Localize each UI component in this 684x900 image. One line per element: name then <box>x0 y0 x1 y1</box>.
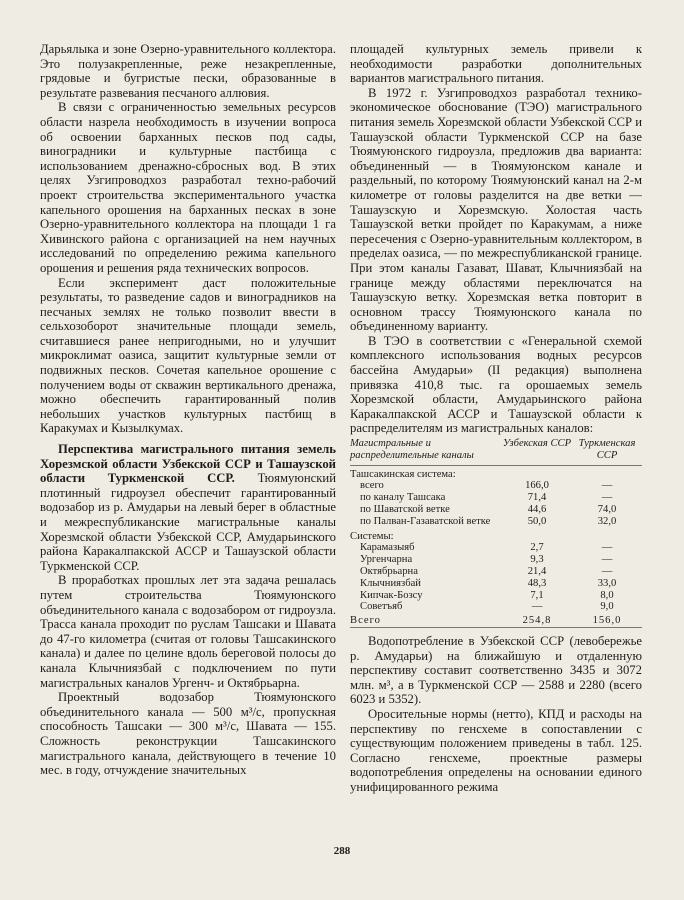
table-row <box>350 480 642 492</box>
table-bottom-rule <box>350 627 642 628</box>
section-heading: Перспектива магистрального питания земель Хорезмской области Узбекской ССР и Ташаузской области Туркменской ССР. <box>40 442 336 486</box>
paragraph: В проработках прошлых лет эта задача решалась путем строительства Тюямуюнского объединительного канала с водозабором от гидроузла. Трасса канала проходит по руслам Ташсаки и Шавата до 47-го километра (считая от головы Ташсакинского канала) и далее по целине вдоль береговой полосы до канала Клычниязбай с подключением по пути магистральных каналов Ургенч- и Октябрьарна. <box>40 573 336 690</box>
value-turkmen: — <box>601 566 613 577</box>
table-row <box>350 578 642 590</box>
table-row <box>350 554 642 566</box>
table-section-row <box>350 465 642 480</box>
value-turkmen: — <box>601 492 613 504</box>
table-row <box>350 542 642 554</box>
row-label: Клычниязбай <box>360 577 421 589</box>
row-label: всего <box>360 480 384 492</box>
column-header-canals: Магистральные и распределительные каналы <box>350 438 502 465</box>
total-turkmen: 156,0 <box>592 615 622 627</box>
value-turkmen: 74,0 <box>597 504 617 516</box>
right-column <box>350 42 642 795</box>
table-total-row <box>350 613 642 627</box>
value-uzbek: 166,0 <box>525 480 549 492</box>
row-label: по Палван-Газаватской ветке <box>360 515 491 527</box>
paragraph: Водопотребление в Узбекской ССР (левобережье р. Амударьи) на ближайшую и отдаленную перспективу составит соответственно 3435 и 3072 млн. м³, а в Туркменской ССР — 2588 и 2280 (всего 6023 и 5352). <box>350 633 642 707</box>
page-number: 288 <box>333 845 351 857</box>
row-label: по Шаватской ветке <box>360 504 450 516</box>
table-row <box>350 590 642 602</box>
value-turkmen: — <box>601 554 613 566</box>
paragraph: В ТЭО в соответствии с «Генеральной схемой комплексного использования водных ресурсов бассейна Амударьи» (II редакция) выполнена привязка 410,8 тыс. га орошаемых земель Хорезмской области, Амударьинского района Каракалпакской АССР и Ташаузской области к распределителям из магистральных каналов: <box>350 333 642 436</box>
section-text: Тюямуюнский плотинный гидроузел обеспечит гарантированный водозабор из р. Амударьи на левый берег в областные и межреспубликанские магистральные каналы Хорезмской области Узбекской ССР, Амударьинского района Каракалпакской АССР и Ташаузской области Туркменской ССР. <box>40 471 337 573</box>
value-uzbek: 7,1 <box>530 589 544 601</box>
value-turkmen: — <box>601 542 613 554</box>
table-section-row <box>350 528 642 543</box>
paragraph: Оросительные нормы (нетто), КПД и расходы на перспективу по генсхеме в сопоставлении с существующим положением приведены в табл. 125. Согласно генсхеме, проектные размеры водопотребления определены на основании единого унифицированного режима <box>350 706 642 794</box>
total-label: Всего <box>350 615 381 627</box>
table-body <box>350 465 642 627</box>
section-title: Системы: <box>350 530 394 542</box>
table-row <box>350 516 642 528</box>
value-uzbek: 50,0 <box>527 515 547 527</box>
value-uzbek: 44,6 <box>527 504 547 516</box>
paragraph: В связи с ограниченностью земельных ресурсов области назрела необходимость в изучении вопроса об освоении барханных песков под сады, виноградники и культурные пастбища с использованием дренажно-сбросных вод. В этих целях Узгипроводхоз разработал техно-рабочий проект строительства экспериментального участка капельного орошения на барханных песках в зоне Озерно-уравнительного коллектора на площади 1 га Хивинского района с организацией на нем научных исследований по определению режима капельного орошения и решения ряда технических вопросов. <box>40 100 336 275</box>
table-header-row <box>350 438 642 465</box>
paragraph: Проектный водозабор Тюямуюнского объединительного канала — 500 м³/с, пропускная способность Ташсаки — 300 м³/с, Шавата — 155. Сложность реконструкции Ташсакинского магистрального канала, действующего в течение 10 мес. в году, отчуждение значительных <box>40 690 336 778</box>
table-row <box>350 601 642 613</box>
table-row <box>350 504 642 516</box>
value-uzbek: — <box>531 601 543 613</box>
section-paragraph <box>40 442 336 573</box>
left-column <box>40 42 336 778</box>
paragraph: В 1972 г. Узгипроводхоз разработал технико-экономическое обоснование (ТЭО) магистрального питания земель Хорезмской области Узбекской ССР и Ташаузской области Туркменской ССР на базе Тюямуюнского гидроузла, предложив два варианта: объединенный — в Тюямуюнском канале и раздельный, по которому Тюямуюнский канал на 2-м километре от головы разделится на две ветки — Ташаузскую и Хорезмскую. Холостая часть Ташаузской ветки пройдет по Каракумам, а ниже пересечения с Озерно-уравнительным коллектором, в пределах оазиса, — по межреспубликанской границе. При этом каналы Газават, Шават, Клычниязбай на границе между областями переключатся на Ташаузскую ветку. Хорезмская ветка повторит в основном трассу Тюямуюнского канала по объединенному варианту. <box>350 85 642 334</box>
value-turkmen: 9,0 <box>600 601 614 613</box>
row-label: Октябрьарна <box>360 566 418 577</box>
column-header-turkmen: Туркменская ССР <box>572 438 642 465</box>
value-turkmen: 32,0 <box>597 515 617 527</box>
column-header-uzbek: Узбекская ССР <box>502 438 572 465</box>
value-uzbek: 9,3 <box>530 554 544 566</box>
distribution-table <box>350 438 642 627</box>
paragraph: площадей культурных земель привели к необходимости разработки дополнительных вариантов магистрального питания. <box>350 42 642 86</box>
row-label: Советъяб <box>360 601 403 613</box>
row-label: по каналу Ташсака <box>360 492 446 504</box>
value-uzbek: 21,4 <box>527 566 547 577</box>
value-uzbek: 2,7 <box>530 542 544 554</box>
value-turkmen: — <box>601 480 613 492</box>
total-uzbek: 254,8 <box>522 615 552 627</box>
row-label: Карамазыяб <box>360 542 415 554</box>
paragraph: Если эксперимент даст положительные результаты, то разведение садов и виноградников на песчаных землях не только позволит ввести в сельхозоборот значительные площади земель, считавшиеся ранее непригодными, но и улучшит микроклимат оазиса, защитит культурные земли от подвижных песков. Сочетая капельное орошение с получением воды от скважин вертикального дренажа, можно обеспечить гарантированный полив небольших участков культурных пастбищ в Каракумах и Кызылкумах. <box>40 275 336 436</box>
table-row <box>350 566 642 578</box>
value-turkmen: 33,0 <box>597 577 617 589</box>
value-uzbek: 48,3 <box>527 577 547 589</box>
row-label: Кипчак-Бозсу <box>360 589 423 601</box>
value-turkmen: 8,0 <box>600 589 614 601</box>
paragraph: Дарьялыка и зоне Озерно-уравнительного коллектора. Это полузакрепленные, реже незакрепленные, грядовые и бугристые пески, образованные в результате развевания песчаного аллювия. <box>40 42 336 100</box>
section-title: Ташсакинская система: <box>350 468 456 480</box>
value-uzbek: 71,4 <box>527 492 547 504</box>
row-label: Ургенчарна <box>360 554 413 566</box>
table-row <box>350 492 642 504</box>
